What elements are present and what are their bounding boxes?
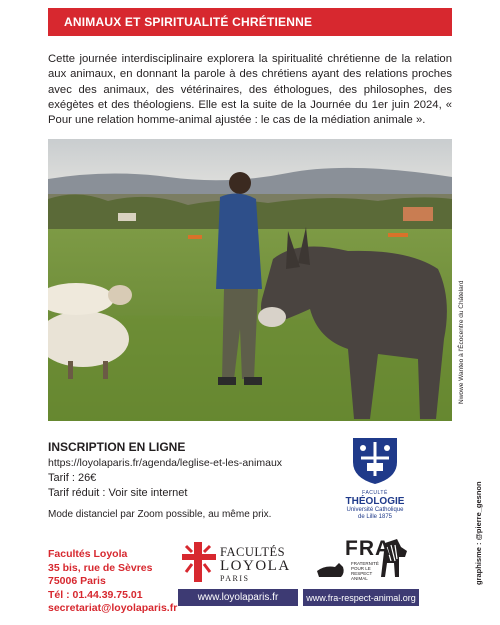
fra-logo bbox=[315, 537, 415, 585]
phone-number[interactable]: Tél : 01.44.39.75.01 bbox=[48, 588, 143, 601]
theology-city: de Lille 1875 bbox=[357, 514, 393, 520]
remote-note: Mode distanciel par Zoom possible, au même prix. bbox=[48, 509, 272, 520]
fra-subtitle: FRATERNITÉ POUR LE RESPECT ANIMAL bbox=[351, 561, 379, 581]
fra-website-link[interactable]: www.fra-respect-animal.org bbox=[303, 589, 419, 606]
shield-crest-icon bbox=[349, 436, 401, 486]
email-address[interactable]: secretariat@loyolaparis.fr bbox=[48, 602, 178, 615]
registration-link[interactable]: https://loyolaparis.fr/agenda/leglise-et-les-animaux bbox=[48, 457, 283, 469]
theology-title: THÉOLOGIE bbox=[345, 496, 405, 507]
intro-paragraph: Cette journée interdisciplinaire explorera la spiritualité chrétienne de la relation aux animaux, en donnant la parole à des chrétiens ayant des relations proches avec des animaux, des vétérinaires, des éthologues, des philosophes, des exégètes et des théologiens. Elle est la suite de la Journée du 1er juin 2024, « Pour une relation homme-animal ajustée : le cas de la médiation animale ». bbox=[48, 53, 452, 127]
registration-block bbox=[48, 440, 318, 520]
banner-title: ANIMAUX ET SPIRITUALITÉ CHRÉTIENNE bbox=[64, 15, 313, 29]
address-block bbox=[48, 548, 177, 616]
title-banner bbox=[48, 8, 452, 36]
loyola-line2: LOYOLA bbox=[220, 558, 291, 574]
loyola-logo bbox=[180, 540, 292, 584]
photo-credit: Nwowe Wanteo à l'Écocentre du Châtelard bbox=[458, 280, 465, 404]
theology-faculty-logo bbox=[335, 436, 415, 521]
loyola-cross-icon bbox=[180, 542, 218, 582]
loyola-website-link[interactable]: www.loyolaparis.fr bbox=[178, 589, 298, 606]
fra-wordmark: FRA bbox=[345, 537, 392, 560]
photo-man-donkey-sheep bbox=[48, 139, 452, 421]
theology-university: Université Catholique bbox=[346, 507, 404, 513]
theology-label: FACULTÉ bbox=[362, 490, 388, 496]
institution-name: Facultés Loyola bbox=[48, 548, 128, 560]
reduced-price-text: Tarif réduit : Voir site internet bbox=[48, 487, 188, 499]
registration-heading: INSCRIPTION EN LIGNE bbox=[48, 440, 186, 454]
loyola-line1: FACULTÉS bbox=[220, 545, 286, 559]
loyola-line3: PARIS bbox=[220, 574, 250, 583]
price-text: Tarif : 26€ bbox=[48, 472, 97, 484]
city-address: 75006 Paris bbox=[48, 575, 106, 588]
street-address: 35 bis, rue de Sèvres bbox=[48, 561, 153, 574]
graphic-design-credit: graphisme : @pierre_gesnon bbox=[474, 481, 483, 585]
